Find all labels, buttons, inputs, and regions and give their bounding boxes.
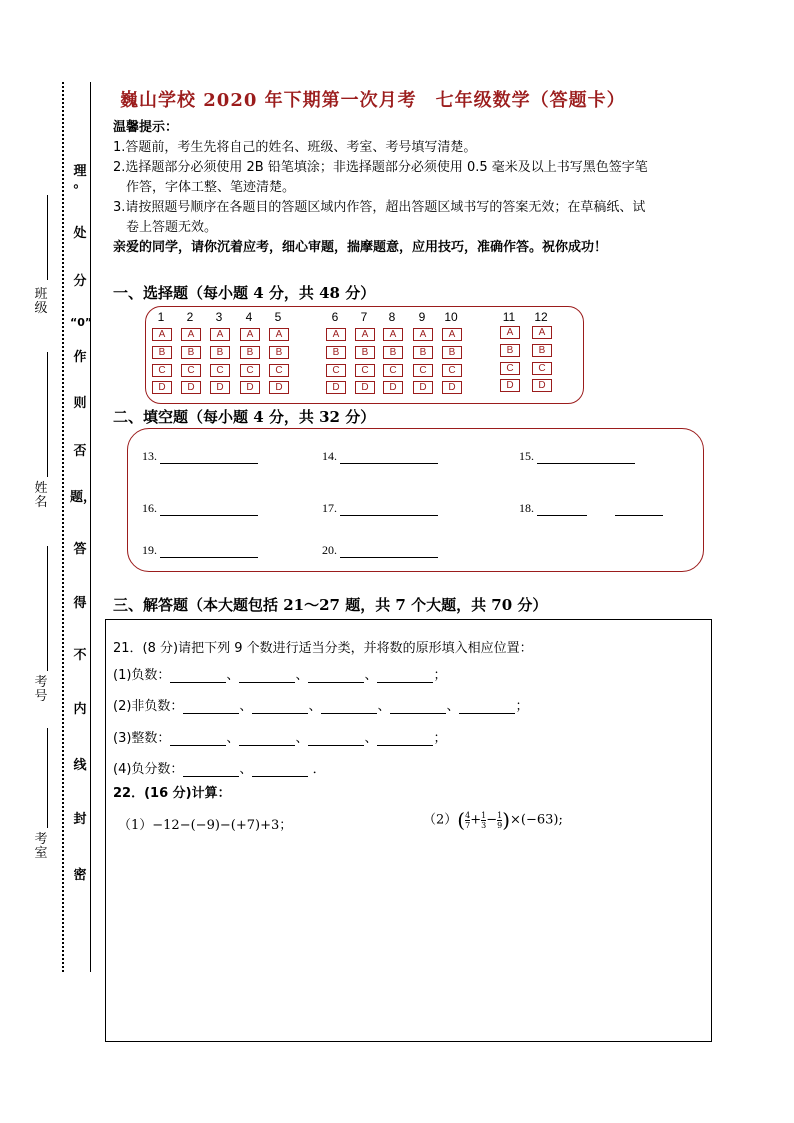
question-number: 2 xyxy=(186,310,194,324)
fraction: $\frac{1}{9}$ xyxy=(497,810,503,830)
answer-blank[interactable] xyxy=(390,701,446,714)
binding-solid-line xyxy=(90,82,91,972)
seal-char: 。 xyxy=(73,176,87,191)
seal-char: 不 xyxy=(73,648,87,663)
choice-bubble-8-B[interactable]: B xyxy=(383,346,403,359)
side-label-room: 考室 xyxy=(34,832,48,861)
answer-blank[interactable] xyxy=(170,670,226,683)
answer-blank[interactable] xyxy=(308,733,364,746)
seal-char: 线 xyxy=(73,758,87,773)
binding-dotted-line xyxy=(62,82,64,972)
choice-bubble-3-B[interactable]: B xyxy=(210,346,230,359)
choice-bubble-6-D[interactable]: D xyxy=(326,381,346,394)
tips-item: 卷上答题无效。 xyxy=(126,220,218,235)
choice-bubble-5-C[interactable]: C xyxy=(269,364,289,377)
choice-bubble-4-C[interactable]: C xyxy=(240,364,260,377)
q21-part2: (2)非负数： 、 、 、 、 ； xyxy=(113,699,529,714)
q21-part3: (3)整数： 、 、 、 ； xyxy=(113,731,447,746)
choice-bubble-4-B[interactable]: B xyxy=(240,346,260,359)
choice-bubble-6-C[interactable]: C xyxy=(326,364,346,377)
question-number: 7 xyxy=(360,310,368,324)
choice-bubble-7-D[interactable]: D xyxy=(355,381,375,394)
choice-bubble-3-D[interactable]: D xyxy=(210,381,230,394)
choice-bubble-3-A[interactable]: A xyxy=(210,328,230,341)
choice-bubble-10-C[interactable]: C xyxy=(442,364,462,377)
room-input-line[interactable] xyxy=(47,728,48,828)
choice-bubble-2-D[interactable]: D xyxy=(181,381,201,394)
seal-char: 处 xyxy=(73,226,87,241)
answer-blank[interactable] xyxy=(377,733,433,746)
fill-blank-17[interactable] xyxy=(340,503,438,516)
choice-bubble-7-A[interactable]: A xyxy=(355,328,375,341)
choice-bubble-7-C[interactable]: C xyxy=(355,364,375,377)
q22-heading: 22．(16 分)计算： xyxy=(113,786,231,801)
choice-bubble-6-B[interactable]: B xyxy=(326,346,346,359)
question-number: 6 xyxy=(331,310,339,324)
seal-char: “0” xyxy=(70,316,93,329)
question-number: 9 xyxy=(418,310,426,324)
tips-heading: 温馨提示： xyxy=(113,120,179,135)
choice-bubble-2-B[interactable]: B xyxy=(181,346,201,359)
answer-blank[interactable] xyxy=(183,701,239,714)
choice-bubble-11-D[interactable]: D xyxy=(500,379,520,392)
exam-no-input-line[interactable] xyxy=(47,546,48,671)
fill-blank-14[interactable] xyxy=(340,451,438,464)
section-title-solve: 三、解答题（本大题包括 21～27 题，共 7 个大题，共 70 分） xyxy=(113,596,548,614)
seal-char: 密 xyxy=(73,868,87,883)
choice-bubble-9-B[interactable]: B xyxy=(413,346,433,359)
fill-blank-16[interactable] xyxy=(160,503,258,516)
answer-blank[interactable] xyxy=(459,701,515,714)
seal-char: 题， xyxy=(70,490,97,505)
choice-bubble-5-D[interactable]: D xyxy=(269,381,289,394)
choice-bubble-1-B[interactable]: B xyxy=(152,346,172,359)
question-number: 11 xyxy=(502,310,516,324)
answer-blank[interactable] xyxy=(239,670,295,683)
choice-bubble-8-D[interactable]: D xyxy=(383,381,403,394)
side-label-exam-no: 考号 xyxy=(34,675,48,704)
answer-blank[interactable] xyxy=(183,764,239,777)
choice-bubble-5-B[interactable]: B xyxy=(269,346,289,359)
seal-char: 则 xyxy=(73,396,87,411)
fill-q19: 19. xyxy=(142,543,258,558)
choice-bubble-6-A[interactable]: A xyxy=(326,328,346,341)
fill-q13: 13. xyxy=(142,449,258,464)
seal-char: 内 xyxy=(73,702,87,717)
name-input-line[interactable] xyxy=(47,352,48,477)
fill-blank-20[interactable] xyxy=(340,545,438,558)
choice-bubble-12-B[interactable]: B xyxy=(532,344,552,357)
choice-bubble-12-D[interactable]: D xyxy=(532,379,552,392)
seal-char: 否 xyxy=(73,444,87,459)
section-title-fill: 二、填空题（每小题 4 分，共 32 分） xyxy=(113,408,376,426)
choice-bubble-12-C[interactable]: C xyxy=(532,362,552,375)
fill-blank-15[interactable] xyxy=(537,451,635,464)
side-label-class: 班级 xyxy=(34,287,48,316)
class-input-line[interactable] xyxy=(47,195,48,280)
choice-bubble-4-D[interactable]: D xyxy=(240,381,260,394)
choice-bubble-10-D[interactable]: D xyxy=(442,381,462,394)
choice-bubble-4-A[interactable]: A xyxy=(240,328,260,341)
tips-item: 1.答题前，考生先将自己的姓名、班级、考室、考号填写清楚。 xyxy=(113,140,477,155)
seal-char: 作 xyxy=(73,350,87,365)
fill-q14: 14. xyxy=(322,449,438,464)
choice-bubble-11-C[interactable]: C xyxy=(500,362,520,375)
fill-blank-13[interactable] xyxy=(160,451,258,464)
question-number: 5 xyxy=(274,310,282,324)
answer-blank[interactable] xyxy=(308,670,364,683)
fill-blank-18b[interactable] xyxy=(615,503,663,516)
choice-bubble-7-B[interactable]: B xyxy=(355,346,375,359)
choice-bubble-9-C[interactable]: C xyxy=(413,364,433,377)
side-label-name: 姓名 xyxy=(34,481,48,510)
q22-part2: （2）( $\frac{4}{7}$ + $\frac{1}{3}$ − $\frac{1}{9}$ )×(−63); xyxy=(423,808,563,832)
choice-bubble-8-A[interactable]: A xyxy=(383,328,403,341)
question-number: 1 xyxy=(157,310,165,324)
choice-bubble-5-A[interactable]: A xyxy=(269,328,289,341)
question-number: 4 xyxy=(245,310,253,324)
page-title: 巍山学校 2020 年下期第一次月考 七年级数学（答题卡） xyxy=(120,90,626,111)
fill-q16: 16. xyxy=(142,501,258,516)
choice-bubble-9-A[interactable]: A xyxy=(413,328,433,341)
fill-q17: 17. xyxy=(322,501,438,516)
question-number: 10 xyxy=(444,310,458,324)
fraction: $\frac{4}{7}$ xyxy=(465,810,471,830)
seal-char: 分 xyxy=(73,274,87,289)
q21-part1: (1)负数： 、 、 、 ； xyxy=(113,668,447,683)
choice-bubble-9-D[interactable]: D xyxy=(413,381,433,394)
choice-bubble-11-B[interactable]: B xyxy=(500,344,520,357)
answer-blank[interactable] xyxy=(170,733,226,746)
fill-blank-18a[interactable] xyxy=(537,503,587,516)
q22-part1: （1）−12−(−9)−(+7)+3； xyxy=(118,818,293,833)
tips-item: 3.请按照题号顺序在各题目的答题区域内作答，超出答题区域书写的答案无效；在草稿纸、试 xyxy=(113,200,646,215)
question-number: 3 xyxy=(215,310,223,324)
question-number: 12 xyxy=(534,310,548,324)
fill-blank-19[interactable] xyxy=(160,545,258,558)
choice-bubble-11-A[interactable]: A xyxy=(500,326,520,339)
choice-bubble-1-C[interactable]: C xyxy=(152,364,172,377)
seal-char: 得 xyxy=(73,596,87,611)
fill-q20: 20. xyxy=(322,543,438,558)
choice-bubble-2-C[interactable]: C xyxy=(181,364,201,377)
choice-bubble-2-A[interactable]: A xyxy=(181,328,201,341)
question-number: 8 xyxy=(388,310,396,324)
q21-heading: 21．(8 分)请把下列 9 个数进行适当分类，并将数的原形填入相应位置： xyxy=(113,641,533,656)
section-title-choice: 一、选择题（每小题 4 分，共 48 分） xyxy=(113,284,376,302)
answer-blank[interactable] xyxy=(321,701,377,714)
seal-char: 理 xyxy=(73,164,87,179)
tips-item: 作答，字体工整、笔迹清楚。 xyxy=(126,180,296,195)
tips-block xyxy=(113,118,703,258)
choice-bubble-10-B[interactable]: B xyxy=(442,346,462,359)
fraction: $\frac{1}{3}$ xyxy=(481,810,487,830)
choice-bubble-1-A[interactable]: A xyxy=(152,328,172,341)
tips-item: 2.选择题部分必须使用 2B 铅笔填涂；非选择题部分必须使用 0.5 毫米及以上书写黑色签字笔 xyxy=(113,160,648,175)
fill-q15: 15. xyxy=(519,449,635,464)
encouragement-text: 亲爱的同学，请你沉着应考，细心审题，揣摩题意，应用技巧，准确作答。祝你成功！ xyxy=(113,240,608,255)
seal-char: 封 xyxy=(73,812,87,827)
answer-blank[interactable] xyxy=(252,764,308,777)
q21-part4: (4)负分数： 、 ． xyxy=(113,762,326,777)
choice-bubble-1-D[interactable]: D xyxy=(152,381,172,394)
answer-blank[interactable] xyxy=(377,670,433,683)
fill-q18: 18. xyxy=(519,501,663,516)
choice-bubble-3-C[interactable]: C xyxy=(210,364,230,377)
choice-bubble-8-C[interactable]: C xyxy=(383,364,403,377)
choice-bubble-12-A[interactable]: A xyxy=(532,326,552,339)
choice-bubble-10-A[interactable]: A xyxy=(442,328,462,341)
seal-char: 答 xyxy=(73,542,87,557)
answer-blank[interactable] xyxy=(239,733,295,746)
answer-blank[interactable] xyxy=(252,701,308,714)
